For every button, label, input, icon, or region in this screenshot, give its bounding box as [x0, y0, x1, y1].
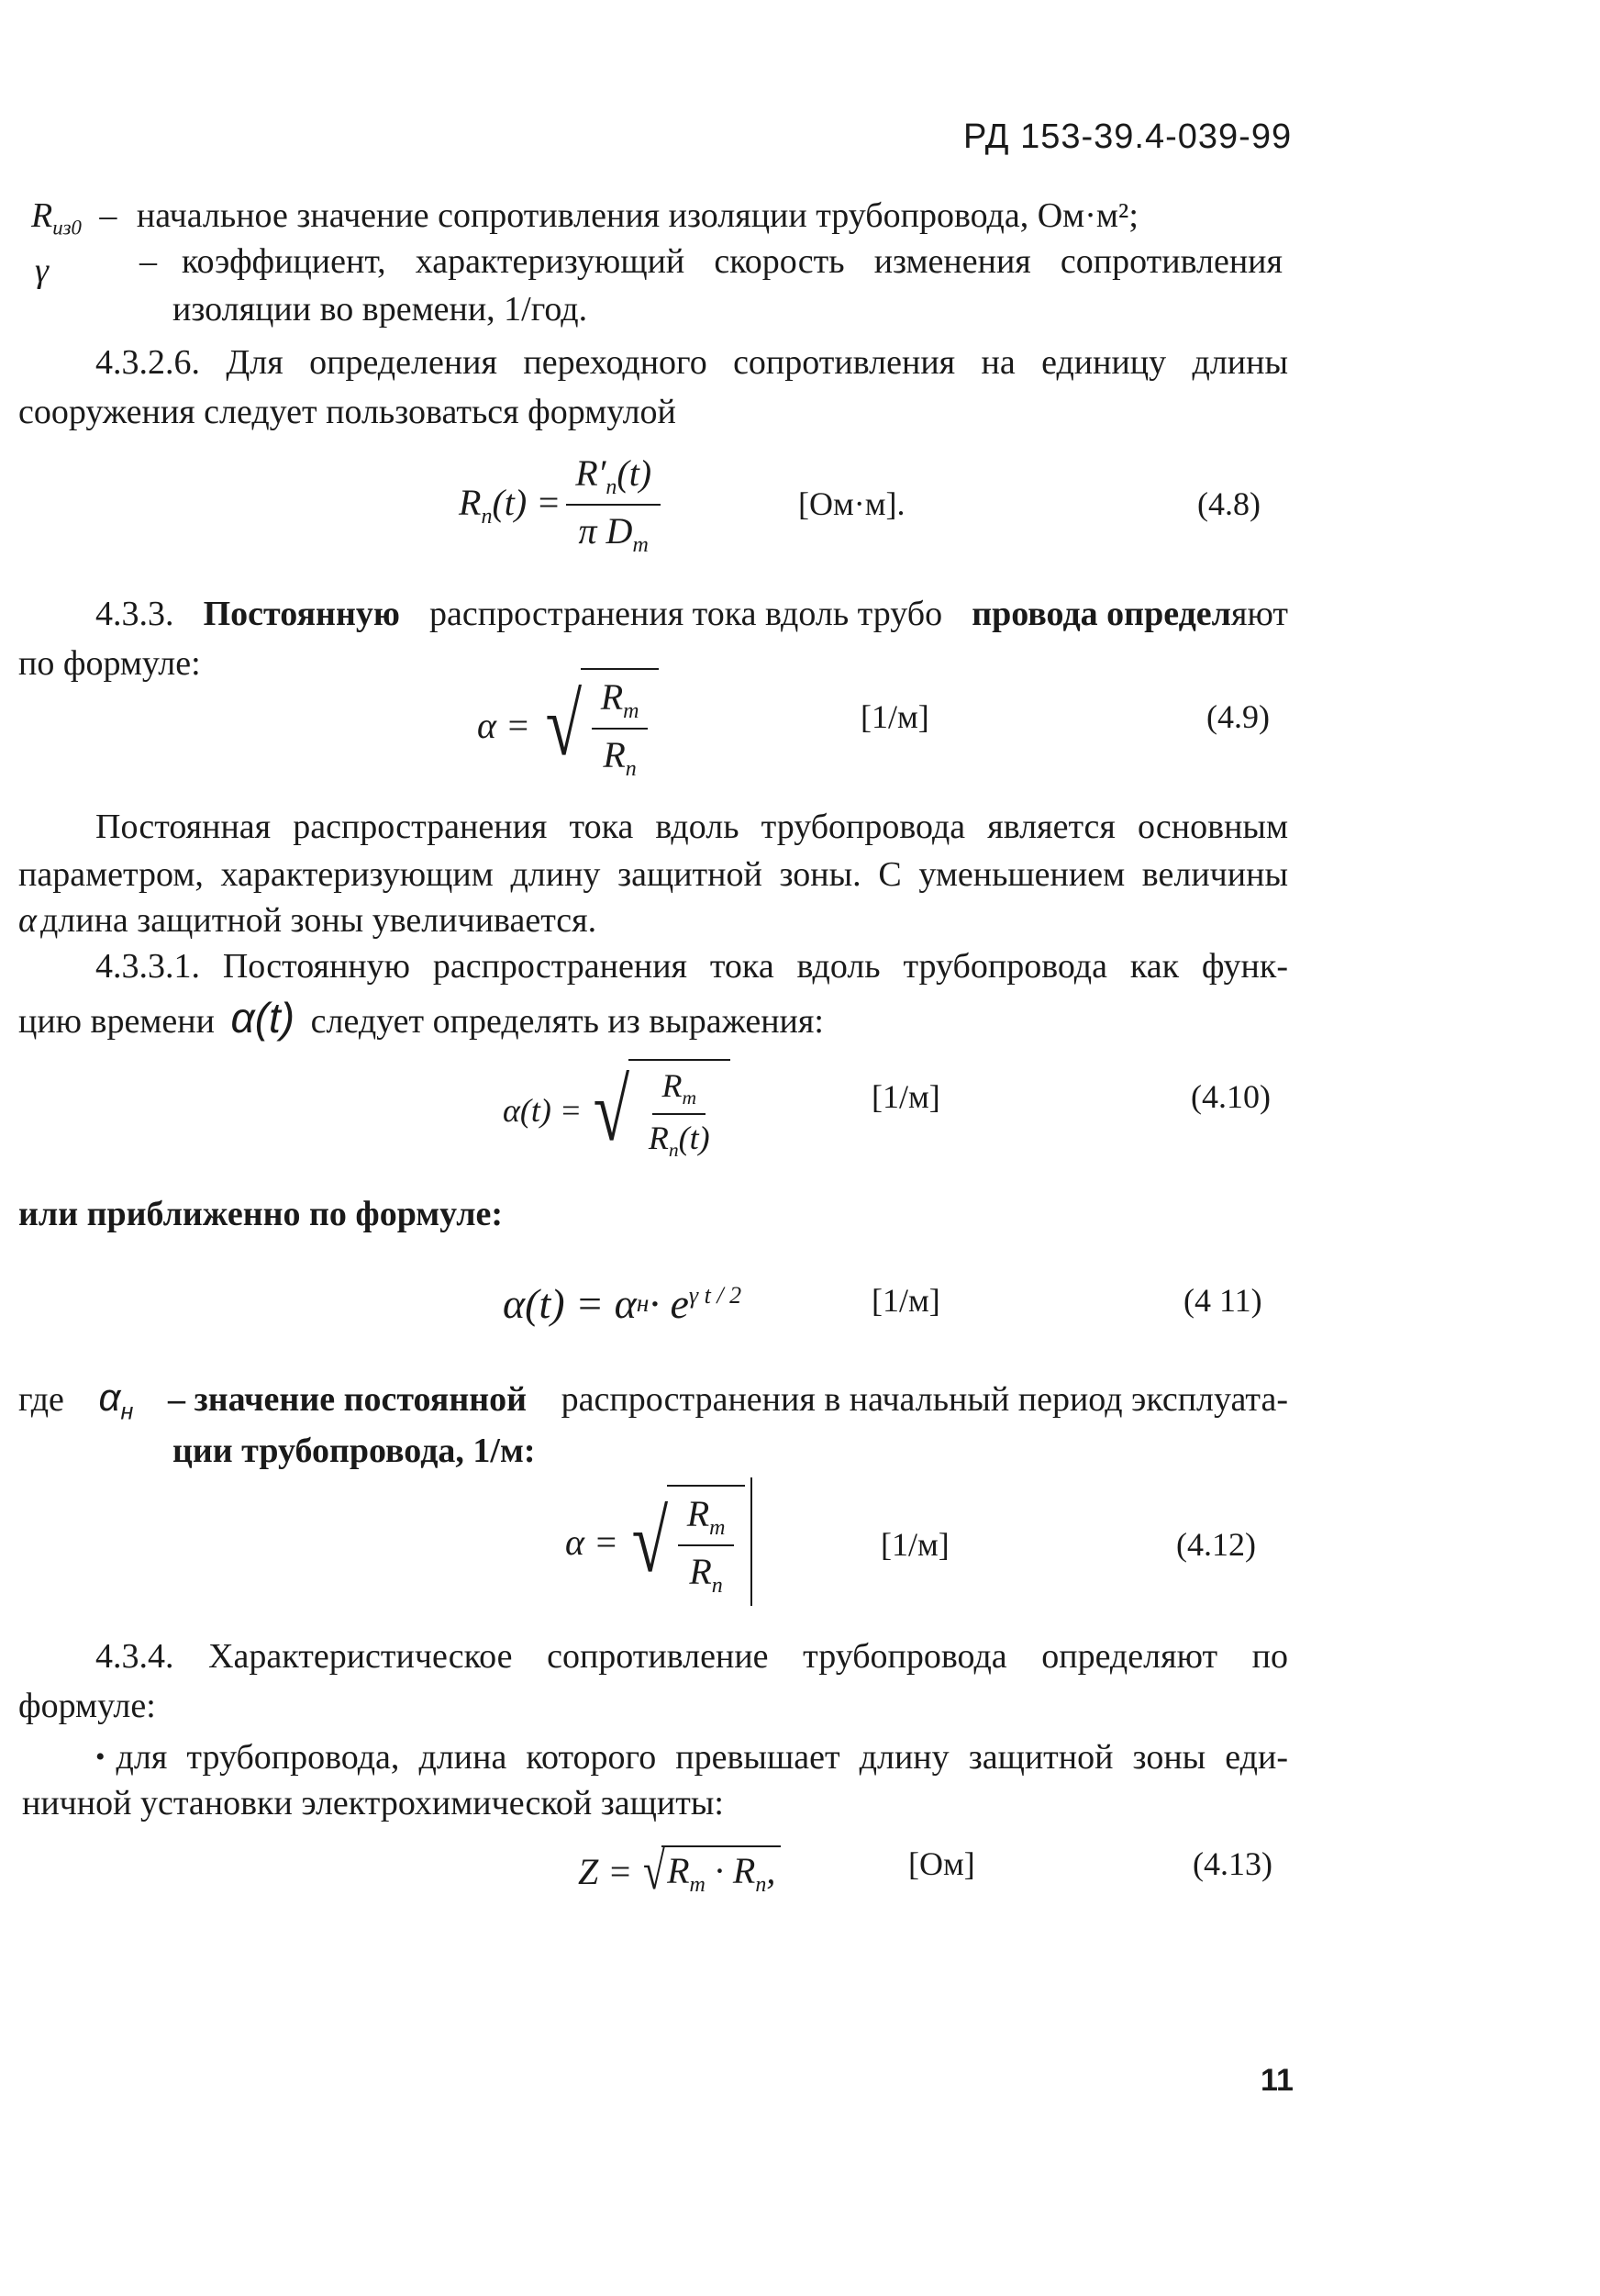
- document-code: РД 153-39.4-039-99: [963, 117, 1293, 156]
- formula-4-10-number: (4.10): [1191, 1078, 1271, 1115]
- formula-4-11: α(t) = α н · e $^{\gamma t / 2}$: [503, 1279, 742, 1327]
- formula-4-10: α(t) = √ $\frac{R_т}{R_п(t)}$: [503, 1055, 730, 1165]
- formula-4-9-unit: [1/м]: [861, 698, 929, 735]
- formula-4-9-sqrt: √ $\frac{R_т}{R_п}$: [539, 668, 659, 782]
- where-block-line2: ции трубопровода, 1/м:: [172, 1432, 536, 1470]
- paragraph-main-line2: параметром, характеризующим длину защитной зоны. С уменьшением величины: [18, 855, 1288, 894]
- definition-dash: –: [99, 196, 117, 235]
- symbol-r-iz0: $R_{из0}$: [31, 196, 82, 240]
- formula-4-13-number: (4.13): [1193, 1845, 1272, 1882]
- formula-4-13: Z = √ $R_т \cdot R_п$,: [578, 1839, 781, 1903]
- formula-4-10-unit: [1/м]: [872, 1078, 940, 1115]
- definition-gamma-dash: –: [139, 242, 157, 281]
- definition-text: начальное значение сопротивления изоляции трубопровода, Ом·м²;: [136, 196, 1139, 235]
- approx-label: или приближенно по формуле:: [18, 1195, 504, 1233]
- formula-4-12-sqrt: √ $\frac{R_т}{R_п}$: [626, 1485, 745, 1599]
- formula-4-12-bar: [750, 1477, 752, 1606]
- formula-4-12-number: (4.12): [1176, 1526, 1256, 1563]
- bullet-line2: ничной установки электрохимической защиты:: [22, 1784, 724, 1822]
- bullet-line1: • для трубопровода, длина которого превышает длину защитной зоны еди-: [95, 1734, 1288, 1780]
- paragraph-4-3-4-line1: 4.3.4. Характеристическое сопротивление трубопровода определяют по: [95, 1637, 1288, 1676]
- paragraph-4-3-3-line2: по формуле:: [18, 644, 201, 683]
- paragraph-4-3-2-6-line1: 4.3.2.6. Для определения переходного сопротивления на единицу длины: [95, 343, 1288, 382]
- paragraph-4-3-3-1-line1: 4.3.3.1. Постоянную распространения тока вдоль трубопровода как функ-: [95, 947, 1288, 986]
- formula-4-13-sqrt: √ $R_т \cdot R_п$,: [639, 1845, 781, 1898]
- paragraph-main-line1: Постоянная распространения тока вдоль трубопровода является основным: [95, 808, 1288, 846]
- formula-4-11-number: (4 11): [1183, 1282, 1262, 1319]
- formula-4-8-fraction: $\frac{R'_п(t)}{\pi D_т}$: [566, 451, 661, 558]
- paragraph-main-line3: α длина защитной зоны увеличивается.: [18, 901, 597, 940]
- paragraph-4-3-4-line2: формуле:: [18, 1687, 156, 1725]
- formula-4-12: α = √ $\frac{R_т}{R_п}$: [565, 1477, 752, 1606]
- formula-4-8-lhs: $R_п(t)$ =: [459, 481, 561, 529]
- paragraph-4-3-2-6-line2: сооружения следует пользоваться формулой: [18, 393, 676, 431]
- bullet-mark: •: [95, 1742, 106, 1772]
- page-number: 11: [1261, 2063, 1294, 2098]
- paragraph-4-3-3-line1: 4.3.3. Постоянную распространения тока вдоль трубо провода определяют: [95, 595, 1288, 633]
- formula-4-13-unit: [Ом]: [908, 1845, 975, 1882]
- definition-gamma-line2: изоляции во времени, 1/год.: [172, 290, 588, 329]
- definition-gamma-line1: коэффициент, характеризующий скорость изменения сопротивления: [182, 242, 1283, 281]
- where-block-line1: где $\alpha_н$ – значение постоянной распространения в начальный период эксплуата-: [18, 1376, 1288, 1425]
- symbol-gamma: γ: [35, 251, 49, 290]
- formula-4-9: α = √ $\frac{R_т}{R_п}$: [477, 670, 659, 780]
- formula-4-8-unit: [Ом·м].: [798, 485, 906, 522]
- formula-4-8: [459, 450, 666, 560]
- formula-4-12-unit: [1/м]: [881, 1526, 950, 1563]
- formula-4-8-number: (4.8): [1197, 485, 1261, 522]
- paragraph-4-3-3-1-line2: цию времени α(t) следует определять из выражения:: [18, 994, 824, 1042]
- formula-4-10-sqrt: √ $\frac{R_т}{R_п(t)}$: [587, 1059, 729, 1162]
- formula-4-9-number: (4.9): [1206, 698, 1270, 735]
- formula-4-11-unit: [1/м]: [872, 1282, 940, 1319]
- alpha-t-symbol: α(t): [230, 994, 295, 1042]
